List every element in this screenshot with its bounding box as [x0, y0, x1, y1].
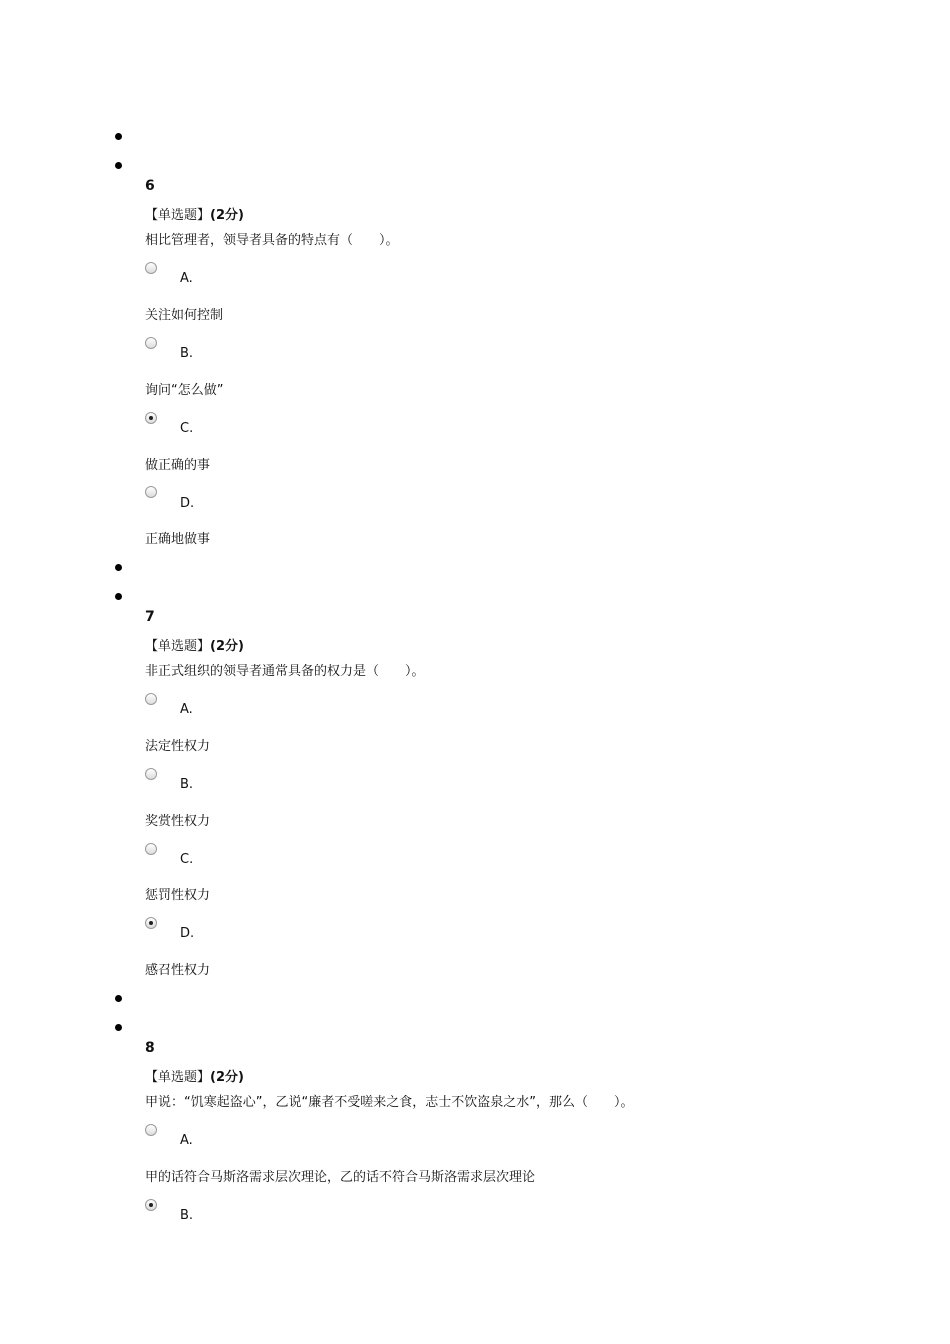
option-c-letter: C. [180, 421, 194, 436]
list-bullet [115, 593, 122, 600]
question-stem: 相比管理者，领导者具备的特点有（ ）。 [145, 233, 399, 248]
option-d-letter: D. [180, 496, 195, 511]
option-c-text: 做正确的事 [145, 458, 211, 473]
question-score: (2分) [210, 208, 244, 223]
option-b-radio[interactable] [145, 1199, 157, 1211]
option-a-letter: A. [180, 1133, 193, 1148]
option-a-radio[interactable] [145, 262, 157, 274]
question-stem: 非正式组织的领导者通常具备的权力是（ ）。 [145, 664, 425, 679]
option-b-letter: B. [180, 346, 194, 361]
option-d-text: 感召性权力 [145, 963, 211, 978]
list-bullet [115, 162, 122, 169]
option-d-text: 正确地做事 [145, 532, 211, 547]
question-score: (2分) [210, 639, 244, 654]
option-b-text: 询问“怎么做” [145, 383, 224, 398]
question-number: 8 [145, 1040, 155, 1056]
option-c-text: 惩罚性权力 [145, 888, 211, 903]
option-d-radio[interactable] [145, 917, 157, 929]
option-a-radio[interactable] [145, 693, 157, 705]
question-type-label: 【单选题】 [145, 639, 211, 654]
question-type-label: 【单选题】 [145, 1070, 211, 1085]
option-d-radio[interactable] [145, 486, 157, 498]
option-b-text: 奖赏性权力 [145, 814, 211, 829]
option-c-radio[interactable] [145, 843, 157, 855]
option-c-radio[interactable] [145, 412, 157, 424]
option-b-letter: B. [180, 777, 194, 792]
option-c-letter: C. [180, 852, 194, 867]
option-b-radio[interactable] [145, 768, 157, 780]
option-a-text: 甲的话符合马斯洛需求层次理论，乙的话不符合马斯洛需求层次理论 [145, 1170, 536, 1185]
question-type-label: 【单选题】 [145, 208, 211, 223]
option-b-radio[interactable] [145, 337, 157, 349]
question-type [145, 204, 244, 223]
option-a-letter: A. [180, 702, 193, 717]
option-d-letter: D. [180, 926, 195, 941]
list-bullet [115, 133, 122, 140]
question-type [145, 1066, 244, 1085]
option-a-letter: A. [180, 271, 193, 286]
option-a-text: 法定性权力 [145, 739, 211, 754]
question-stem: 甲说：“饥寒起盗心”，乙说“廉者不受嗟来之食，志士不饮盗泉之水”，那么（ ）。 [145, 1095, 634, 1110]
question-score: (2分) [210, 1070, 244, 1085]
list-bullet [115, 564, 122, 571]
question-number: 6 [145, 178, 155, 194]
option-b-letter: B. [180, 1208, 194, 1223]
option-a-radio[interactable] [145, 1124, 157, 1136]
list-bullet [115, 1024, 122, 1031]
question-type [145, 635, 244, 654]
question-number: 7 [145, 609, 155, 625]
list-bullet [115, 995, 122, 1002]
option-a-text: 关注如何控制 [145, 308, 224, 323]
